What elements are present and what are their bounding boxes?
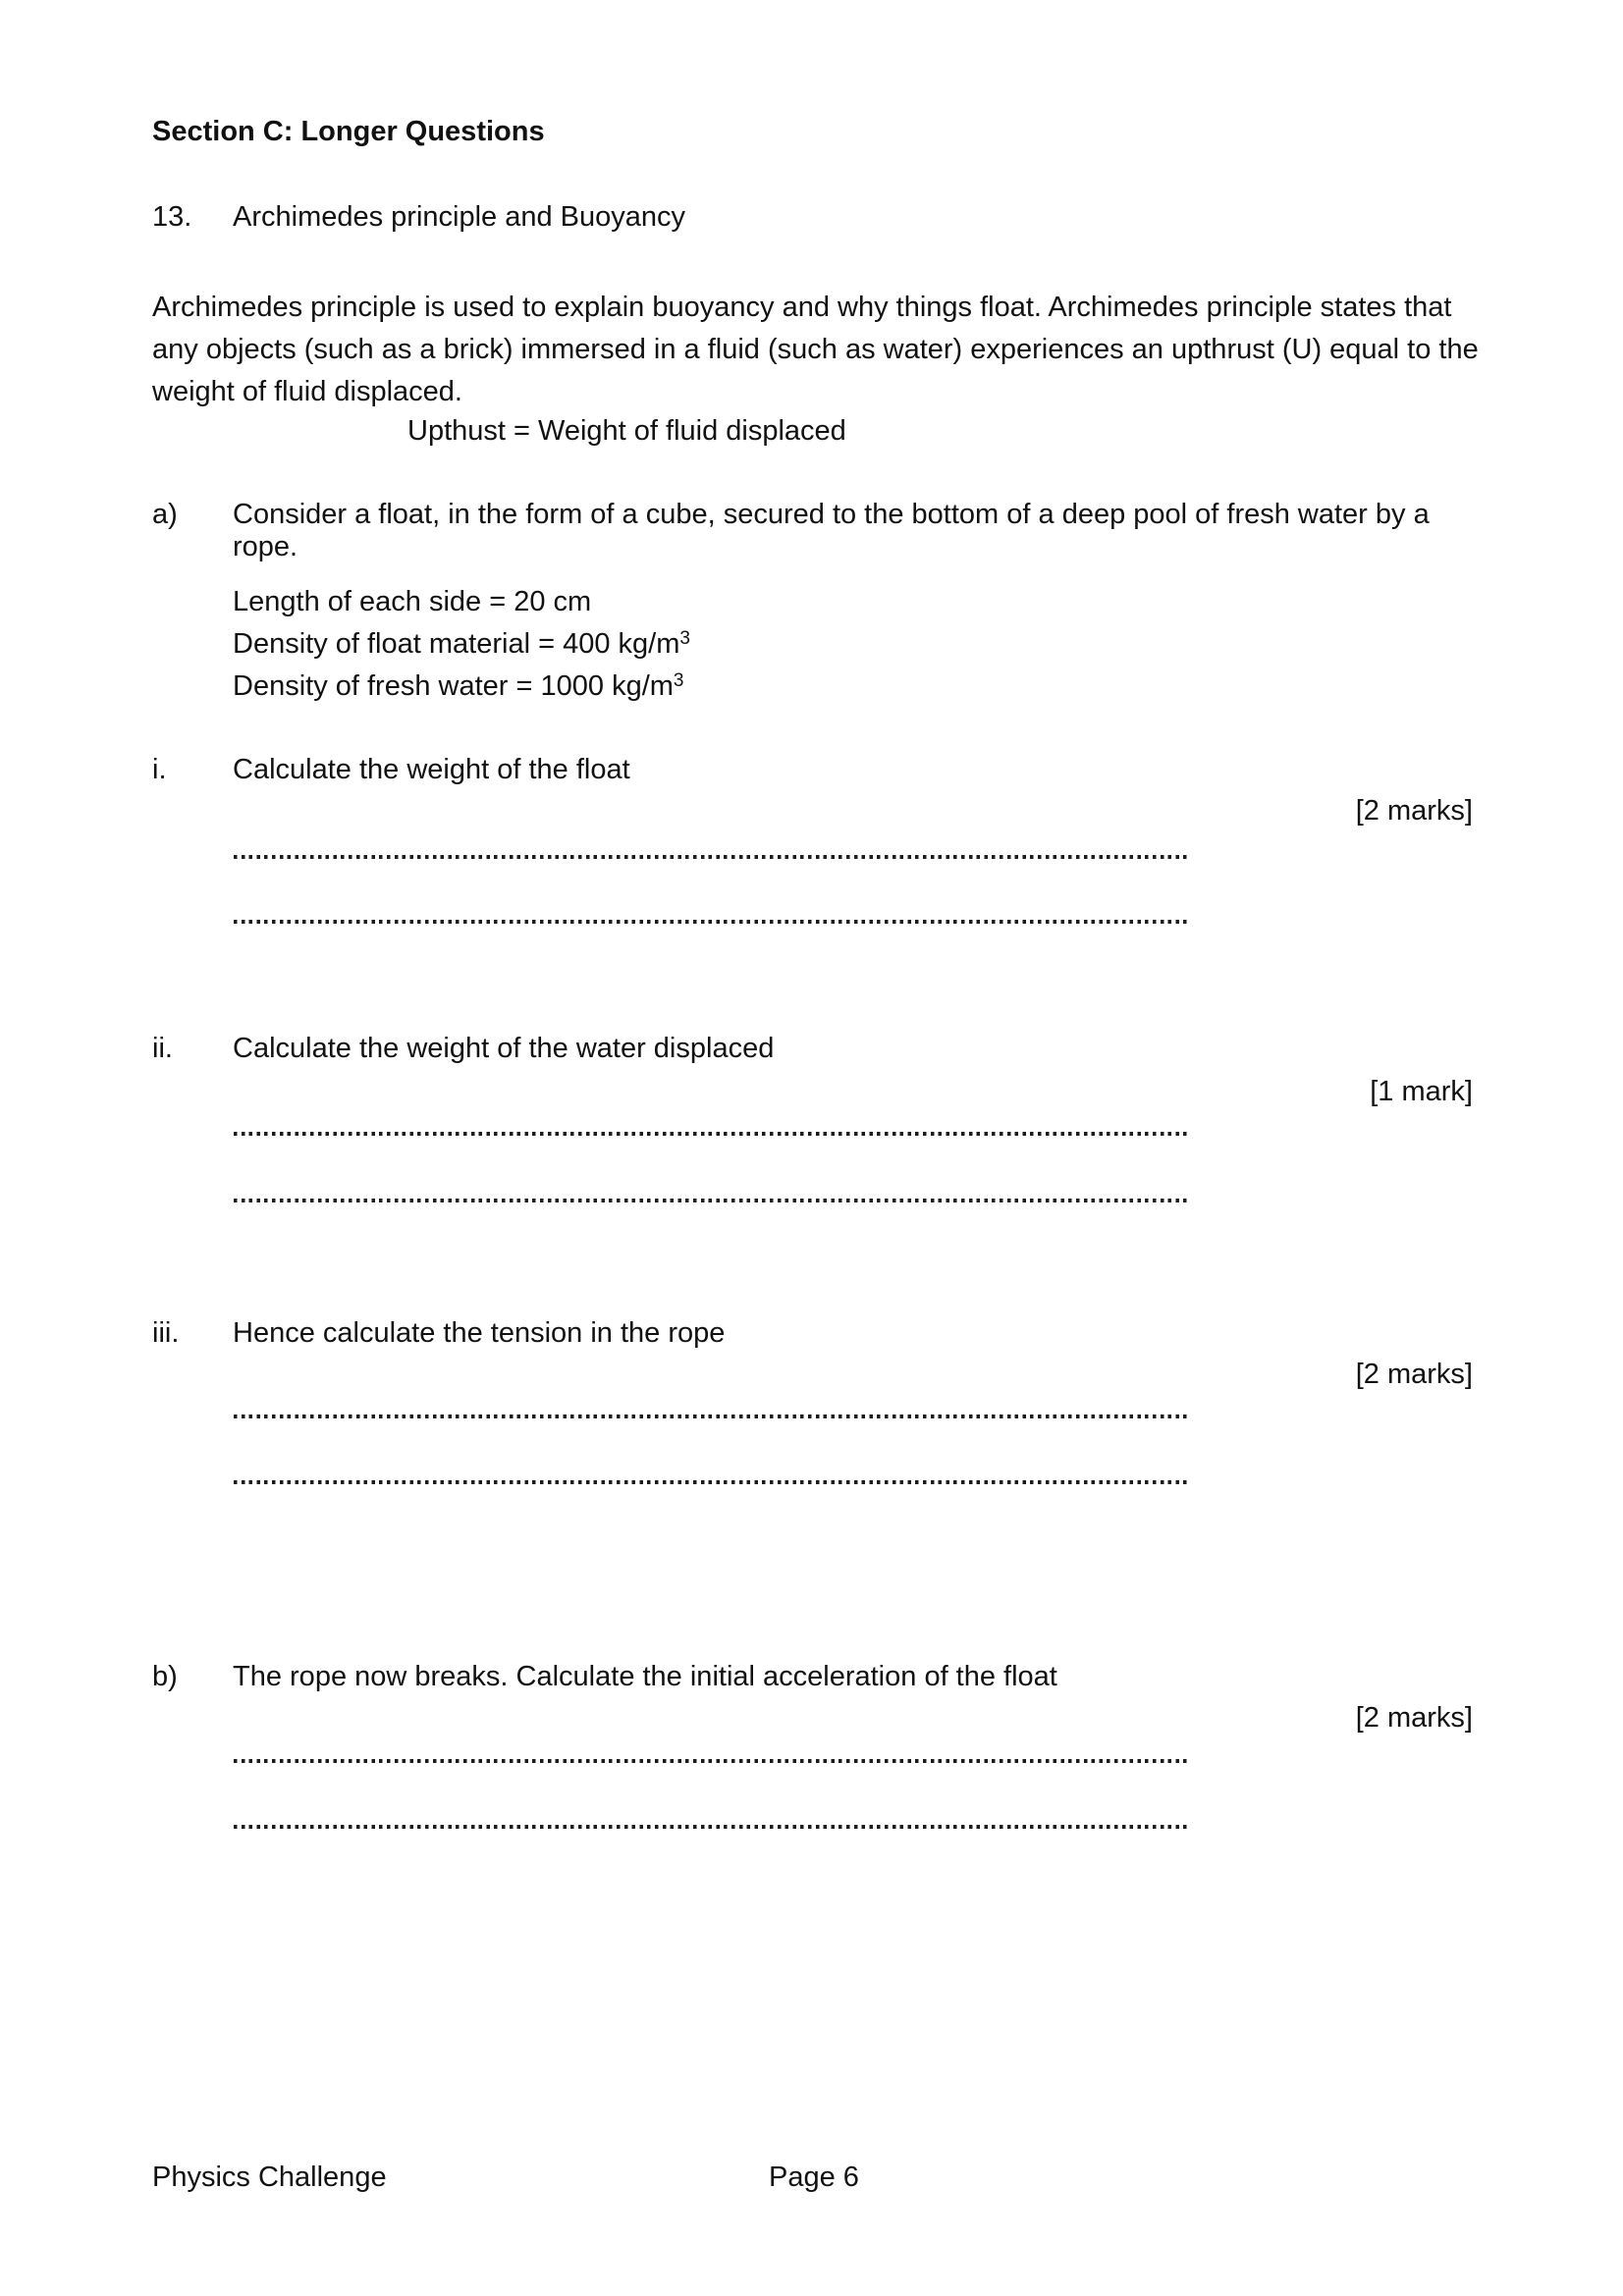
subquestion-iii-marks: [2 marks]: [1355, 1359, 1473, 1390]
footer-page-number: Page 6: [769, 2162, 859, 2193]
upthrust-formula: Upthust = Weight of fluid displaced: [407, 415, 846, 447]
subquestion-i-row: [152, 754, 1478, 786]
answer-line: [234, 1198, 1188, 1202]
subquestion-ii-marks: [1 mark]: [1370, 1076, 1473, 1107]
intro-paragraph: Archimedes principle is used to explain buoyancy and why things float. Archimedes principle states that any objects (such as a brick) immersed in a fluid (such as water) experiences an upthrust (U) equal to the weight of fluid displaced.: [152, 292, 1479, 407]
superscript: 3: [679, 628, 690, 649]
part-a-label: a): [152, 499, 178, 530]
subquestion-ii-text: Calculate the weight of the water displaced: [233, 1033, 775, 1064]
answer-line: [234, 1479, 1188, 1484]
part-b-text: The rope now breaks. Calculate the initial acceleration of the float: [233, 1661, 1057, 1692]
subquestion-i-marks: [2 marks]: [1355, 795, 1473, 827]
given-float-density: Density of float material = 400 $kg/m^3$: [233, 628, 690, 660]
answer-line: [234, 1414, 1188, 1418]
subquestion-ii-row: [152, 1033, 1478, 1065]
given-side-length: Length of each side = 20 cm: [233, 586, 592, 617]
section-heading: Section C: Longer Questions: [152, 116, 545, 147]
answer-line: [234, 1131, 1188, 1136]
superscript: 3: [673, 670, 684, 691]
subquestion-iii-label: iii.: [152, 1317, 180, 1349]
given-water-density: Density of fresh water = 1000 $kg/m^3$: [233, 670, 684, 702]
question-number: 13.: [152, 201, 192, 233]
part-a-row: [152, 499, 1478, 563]
part-b-label: b): [152, 1661, 178, 1692]
answer-line: [234, 1824, 1188, 1829]
answer-line: [234, 919, 1188, 924]
given-data-block: [233, 581, 690, 708]
subquestion-iii-row: [152, 1317, 1478, 1350]
question-title: Archimedes principle and Buoyancy: [233, 201, 686, 233]
subquestion-i-text: Calculate the weight of the float: [233, 754, 630, 785]
subquestion-ii-label: ii.: [152, 1033, 173, 1064]
part-b-marks: [2 marks]: [1355, 1702, 1473, 1734]
question-13-row: [152, 201, 1478, 234]
footer-document-title: Physics Challenge: [152, 2162, 387, 2193]
part-b-row: [152, 1661, 1478, 1693]
part-a-text: Consider a float, in the form of a cube, secured to the bottom of a deep pool of fresh water by a rope.: [233, 499, 1430, 562]
answer-line: [234, 1758, 1188, 1763]
subquestion-i-label: i.: [152, 754, 167, 785]
subquestion-iii-text: Hence calculate the tension in the rope: [233, 1317, 726, 1349]
answer-line: [234, 854, 1188, 859]
